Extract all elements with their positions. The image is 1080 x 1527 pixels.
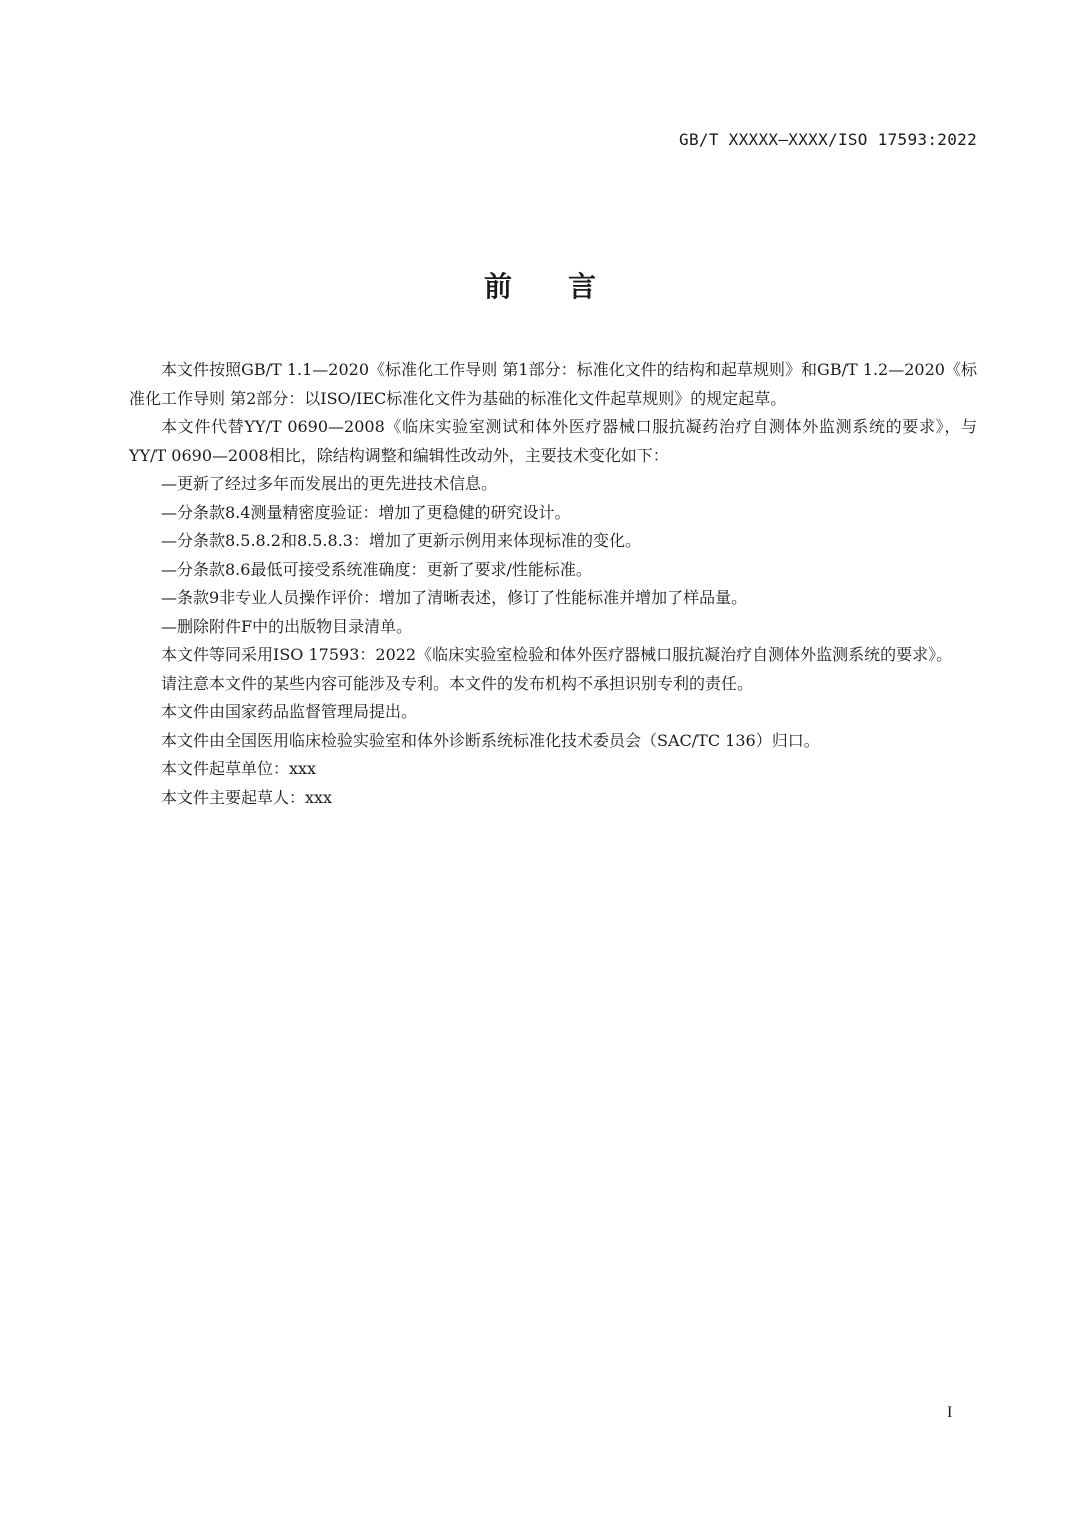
foreword-body	[129, 356, 977, 812]
document-code: GB/T XXXXX—XXXX/ISO 17593:2022	[679, 130, 977, 149]
change-item: —分条款8.4测量精密度验证：增加了更稳健的研究设计。	[161, 502, 571, 522]
change-item: —分条款8.6最低可接受系统准确度：更新了要求/性能标准。	[161, 559, 592, 579]
change-item: —删除附件F中的出版物目录清单。	[161, 616, 413, 636]
paragraph-patent-notice: 请注意本文件的某些内容可能涉及专利。本文件的发布机构不承担识别专利的责任。	[161, 673, 754, 693]
paragraph-proposer: 本文件由国家药品监督管理局提出。	[161, 702, 418, 721]
paragraph-committee: 本文件由全国医用临床检验实验室和体外诊断系统标准化技术委员会（SAC/TC 136）归口。	[161, 730, 820, 750]
change-item: —条款9非专业人员操作评价：增加了清晰表述，修订了性能标准并增加了样品量。	[161, 588, 748, 607]
change-item: —分条款8.5.8.2和8.5.8.3：增加了更新示例用来体现标准的变化。	[161, 531, 641, 550]
page-number: I	[947, 1404, 953, 1421]
change-item: —更新了经过多年而发展出的更先进技术信息。	[161, 474, 498, 493]
paragraph-replacement: 本文件代替YY/T 0690—2008《临床实验室测试和体外医疗器械口服抗凝药治疗自测体外监测系统的要求》，与YY/T 0690—2008相比，除结构调整和编辑性改动外，主要技术变化如下：	[129, 417, 977, 465]
paragraph-drafting-unit: 本文件起草单位：xxx	[161, 759, 317, 778]
paragraph-drafters: 本文件主要起草人：xxx	[161, 787, 333, 807]
paragraph-adoption: 本文件等同采用ISO 17593：2022《临床实验室检验和体外医疗器械口服抗凝治疗自测体外监测系统的要求》。	[161, 645, 953, 664]
paragraph-drafting-rules: 本文件按照GB/T 1.1—2020《标准化工作导则 第1部分：标准化文件的结构和起草规则》和GB/T 1.2—2020《标准化工作导则 第2部分：以ISO/IEC标准化文件为基础的标准化文件起草规则》的规定起草。	[129, 360, 977, 408]
page-title: 前言	[483, 270, 652, 303]
